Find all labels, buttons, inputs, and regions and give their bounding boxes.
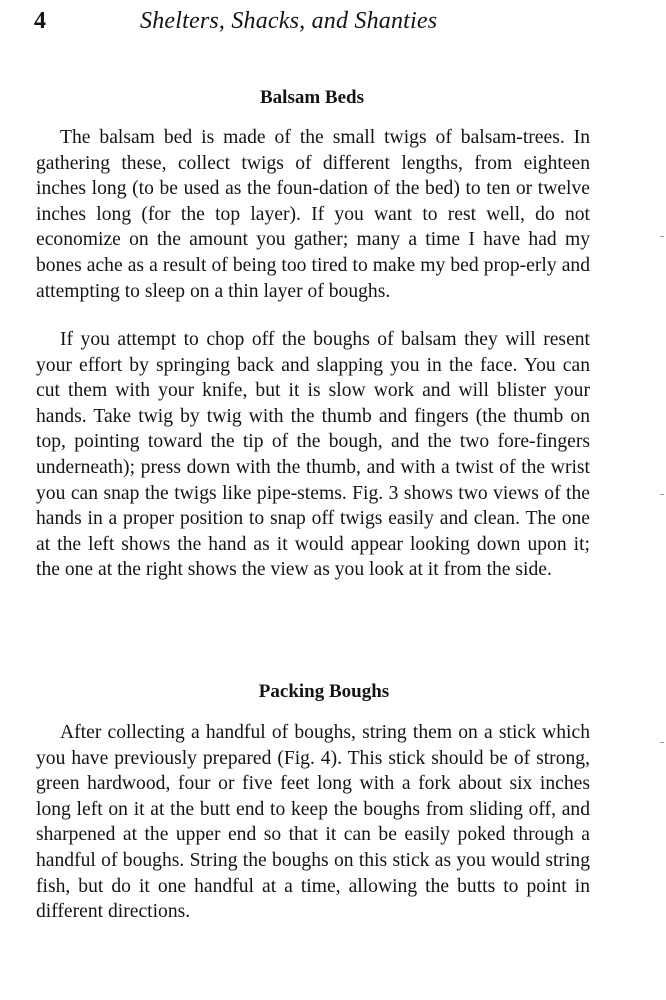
running-head xyxy=(34,6,634,36)
paragraph: If you attempt to chop off the boughs of balsam they will resent your effort by springing back and slapping you in the face. You can cut them with your knife, but it is slow work and will blister your hands. Take twig by twig with the thumb and fingers (the thumb on top, pointing toward the tip of the bough, and the two fore-fingers underneath); press down with the thumb, and with a twist of the wrist you can snap the twigs like pipe-stems. Fig. 3 shows two views of the hands in a proper position to snap off twigs easily and clean. The one at the left shows the hand as it would appear looking down upon it; the one at the right shows the view as you look at it from the side. xyxy=(36,329,590,581)
section-heading-packing-boughs: Packing Boughs xyxy=(258,681,390,702)
section-heading-balsam-beds: Balsam Beds xyxy=(260,87,364,108)
book-title: Shelters, Shacks, and Shanties xyxy=(140,8,438,34)
scan-edge-mark xyxy=(660,494,664,495)
page-number: 4 xyxy=(34,8,46,34)
scan-edge-mark xyxy=(660,236,664,237)
paragraph: The balsam bed is made of the small twigs of balsam-trees. In gathering these, collect twigs of different lengths, from eighteen inches long (to be used as the foun-dation of the bed) to ten or twelve inches long (for the top layer). If you want to rest well, do not economize on the amount you gather; many a time I have had my bones ache as a result of being too tired to make my bed prop-erly and attempting to sleep on a thin layer of boughs. xyxy=(36,127,590,302)
paragraph: After collecting a handful of boughs, string them on a stick which you have previously prepared (Fig. 4). This stick should be of strong, green hardwood, four or five feet long with a fork about six inches long left on it at the butt end to keep the boughs from sliding off, and sharpened at the upper end so that it can be easily poked through a handful of boughs. String the boughs on this stick as you would string fish, but do it one handful at a time, allowing the butts to point in different directions. xyxy=(36,722,590,923)
scan-edge-mark xyxy=(660,742,664,743)
